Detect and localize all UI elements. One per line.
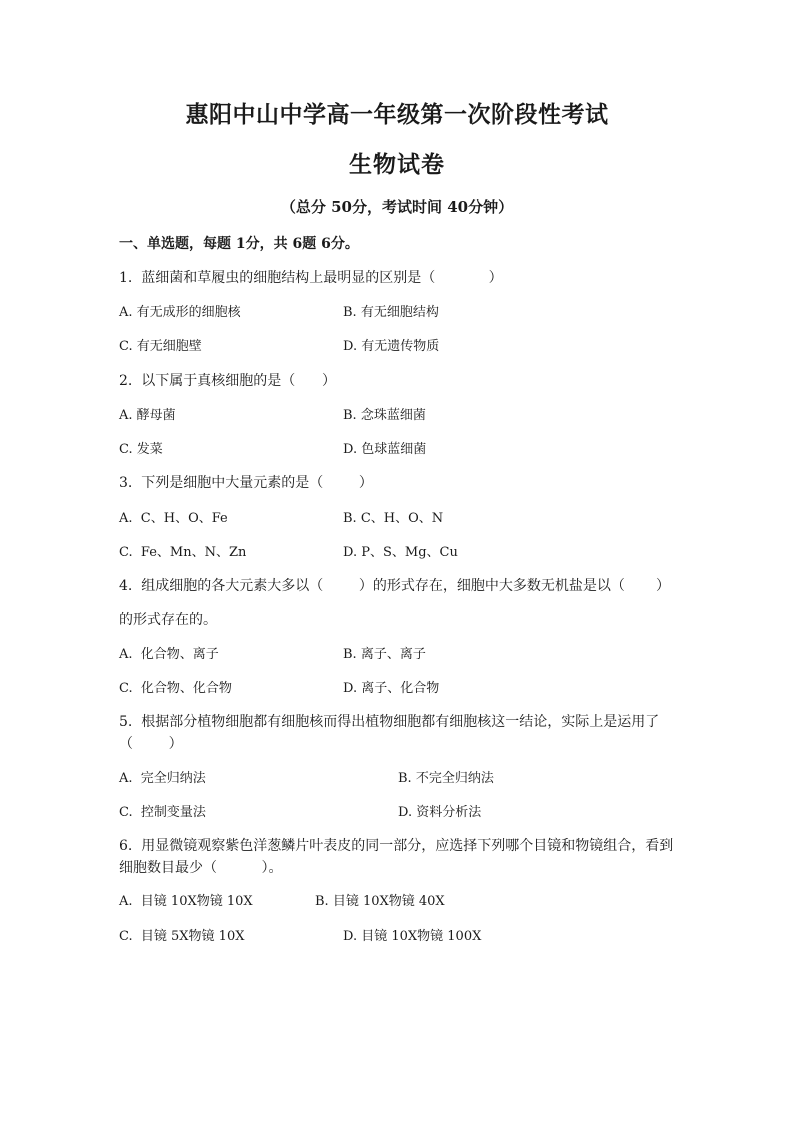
question-6-stem-line-1: 6. 用显微镜观察紫色洋葱鳞片叶表皮的同一部分，应选择下列哪个目镜和物镜组合，看到	[119, 838, 674, 854]
exam-info: （总分 50分，考试时间 40分钟）	[280, 198, 514, 216]
question-1-option-d: D. 有无遗传物质	[343, 339, 440, 354]
question-3-stem: 3. 下列是细胞中大量元素的是（ ）	[119, 475, 373, 491]
question-6-option-b: B. 目镜 10X物镜 40X	[315, 894, 445, 909]
question-2-option-a: A. 酵母菌	[119, 408, 176, 423]
question-4-option-b: B. 离子、离子	[343, 647, 426, 662]
question-5-option-a: A. 完全归纳法	[119, 771, 206, 786]
question-2-option-c: C. 发菜	[119, 442, 163, 457]
question-2-option-b: B. 念珠蓝细菌	[343, 408, 426, 423]
exam-subject: 生物试卷	[349, 151, 445, 178]
question-6-option-c: C. 目镜 5X物镜 10X	[119, 929, 245, 944]
question-3-option-c: C. Fe、Mn、N、Zn	[119, 545, 247, 560]
question-1-option-b: B. 有无细胞结构	[343, 305, 439, 320]
question-2-stem: 2. 以下属于真核细胞的是（ ）	[119, 373, 336, 389]
question-6-stem-line-2: 细胞数目最少（ ）。	[119, 860, 283, 876]
question-4-option-c: C. 化合物、化合物	[119, 681, 232, 696]
question-4-stem-line-1: 4. 组成细胞的各大元素大多以（ ）的形式存在，细胞中大多数无机盐是以（ ）	[119, 578, 671, 594]
question-1-option-c: C. 有无细胞壁	[119, 339, 202, 354]
question-5-stem-line-2: （ ）	[119, 736, 183, 752]
question-4-option-d: D. 离子、化合物	[343, 681, 440, 696]
question-6-option-d: D. 目镜 10X物镜 100X	[343, 929, 482, 944]
question-5-option-d: D. 资料分析法	[398, 805, 482, 820]
question-6-option-a: A. 目镜 10X物镜 10X	[119, 894, 253, 909]
question-1-stem: 1. 蓝细菌和草履虫的细胞结构上最明显的区别是（ ）	[119, 270, 503, 286]
question-1-option-a: A. 有无成形的细胞核	[119, 305, 241, 320]
question-5-option-b: B. 不完全归纳法	[398, 771, 494, 786]
question-5-option-c: C. 控制变量法	[119, 805, 206, 820]
section-heading: 一、单选题，每题 1分，共 6题 6分。	[119, 236, 359, 252]
exam-title: 惠阳中山中学高一年级第一次阶段性考试	[185, 101, 609, 128]
question-4-option-a: A. 化合物、离子	[119, 647, 219, 662]
question-4-stem-line-2: 的形式存在的。	[119, 612, 217, 628]
question-5-stem-line-1: 5. 根据部分植物细胞都有细胞核而得出植物细胞都有细胞核这一结论，实际上是运用了	[119, 714, 660, 730]
question-3-option-d: D. P、S、Mg、Cu	[343, 545, 458, 560]
question-3-option-a: A. C、H、O、Fe	[119, 511, 228, 526]
question-2-option-d: D. 色球蓝细菌	[343, 442, 427, 457]
question-3-option-b: B. C、H、O、N	[343, 511, 444, 526]
